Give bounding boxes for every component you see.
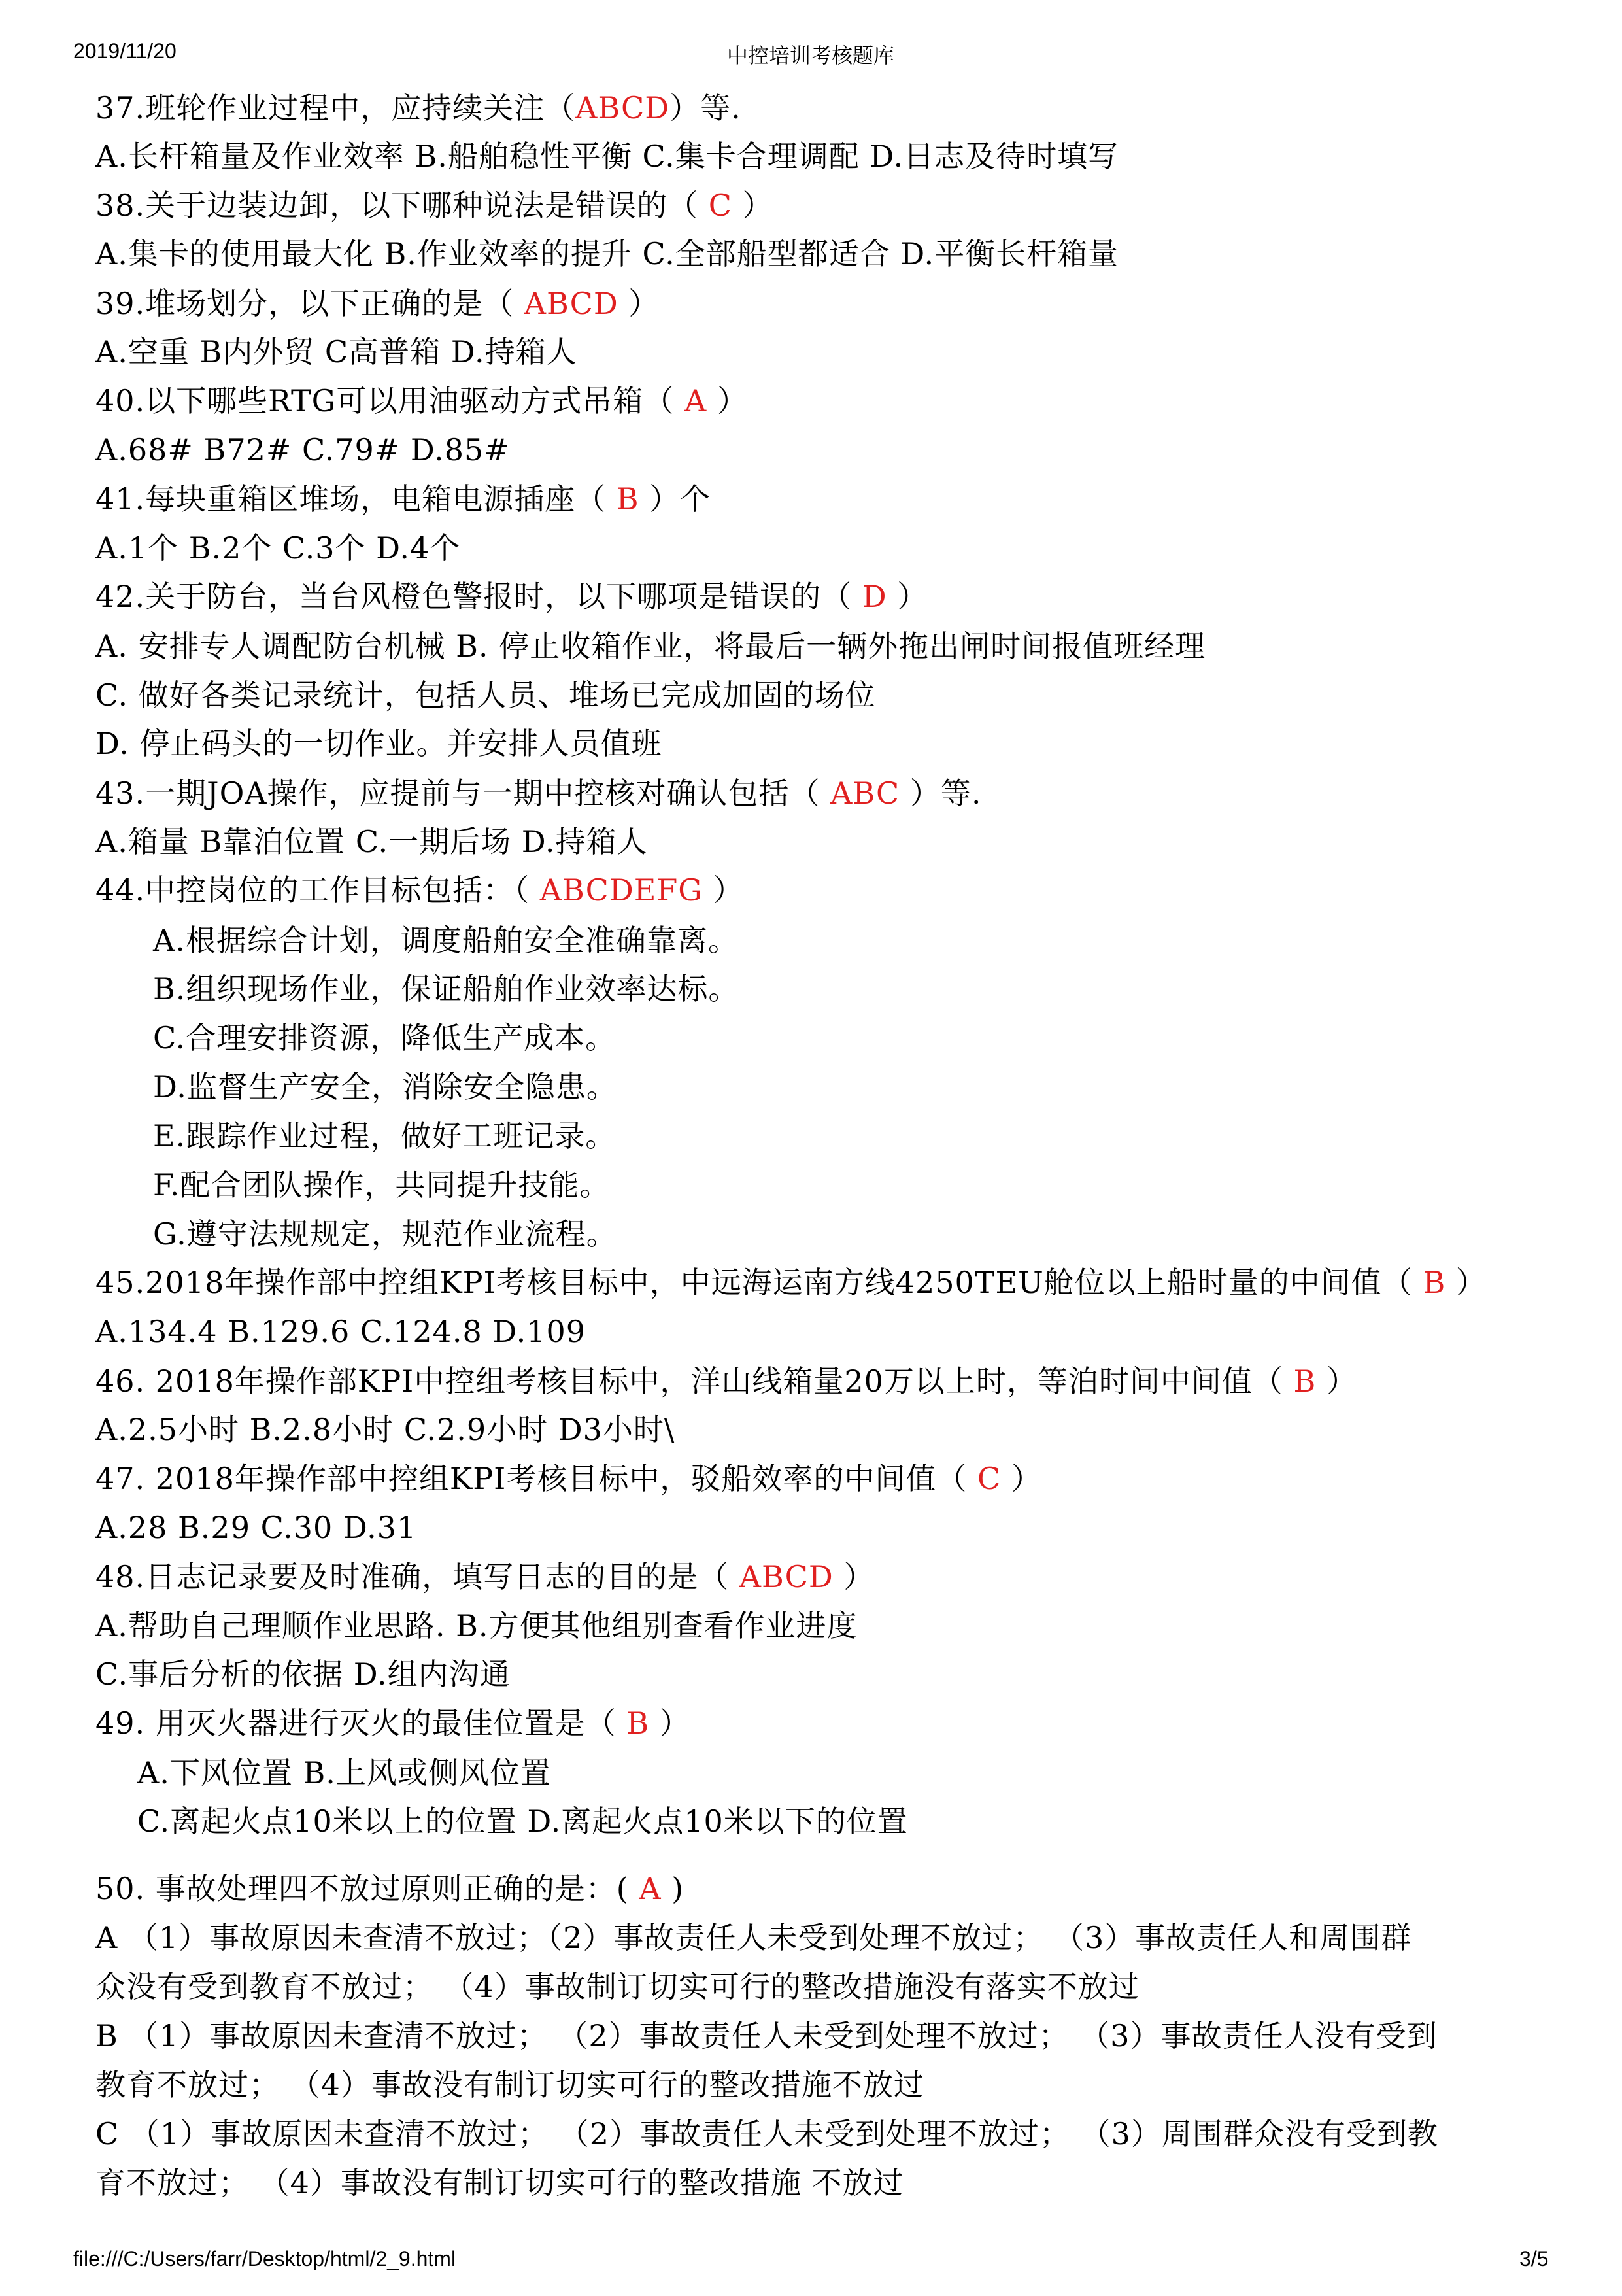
text-line (95, 334, 577, 370)
text-line (95, 1313, 586, 1350)
line-text: 48.日志记录要及时准确，填写日志的目的是（ (95, 1559, 739, 1594)
line-text: A.空重 B内外贸 C高普箱 D.持箱人 (95, 334, 577, 369)
line-text: C.离起火点10米以上的位置 D.离起火点10米以下的位置 (137, 1804, 908, 1839)
line-text-suffix: ） (1445, 1265, 1487, 1300)
text-line (95, 138, 1119, 175)
line-text: D. 停止码头的一切作业。并安排人员值班 (95, 726, 662, 761)
footer-page-number: 3/5 (1519, 2247, 1549, 2270)
answer-key: B (626, 1705, 650, 1741)
header-title: 中控培训考核题库 (726, 43, 895, 68)
text-line (95, 2066, 924, 2103)
line-text: 45.2018年操作部中控组KPI考核目标中，中远海运南方线4250TEU舱位以上船时量的中间值（ (95, 1265, 1423, 1300)
text-line (95, 1968, 1140, 2005)
text-line (95, 530, 460, 566)
text-line (95, 725, 662, 762)
text-line (95, 1411, 675, 1448)
line-text: 38.关于边装边卸，以下哪种说法是错误的（ (95, 188, 709, 223)
answer-key: ABCD (524, 286, 618, 321)
line-text: E.跟踪作业过程，做好工班记录。 (153, 1118, 617, 1154)
line-text-suffix: ） (707, 383, 748, 419)
line-text: A.帮助自己理顺作业思路. B.方便其他组别查看作业进度 (95, 1608, 858, 1643)
line-text: 41.每块重箱区堆场，电箱电源插座（ (95, 481, 617, 517)
answer-key: B (1423, 1265, 1446, 1300)
line-text: A.箱量 B靠泊位置 C.一期后场 D.持箱人 (95, 824, 648, 859)
text-line (153, 1118, 616, 1154)
answer-key: ABCDEFG (539, 872, 703, 908)
line-text-suffix: ） (618, 286, 660, 321)
answer-key: C (708, 188, 732, 223)
line-text: 49. 用灭火器进行灭火的最佳位置是（ (95, 1705, 627, 1741)
line-text: A.2.5小时 B.2.8小时 C.2.9小时 D3小时\ (95, 1412, 675, 1447)
text-line (95, 285, 659, 322)
text-line (137, 1755, 551, 1791)
line-text: A.根据综合计划，调度船舶安全准确靠离。 (153, 923, 739, 958)
line-text: C.事后分析的依据 D.组内沟通 (95, 1656, 511, 1692)
line-text-suffix: ） (833, 1559, 875, 1594)
line-text: A. 安排专人调配防台机械 B. 停止收箱作业，将最后一辆外拖出闸时间报值班经理 (95, 628, 1206, 664)
line-text: C.合理安排资源，降低生产成本。 (153, 1020, 617, 1055)
line-text-suffix: ）等. (669, 90, 741, 126)
line-text: A （1）事故原因未查清不放过；（2）事故责任人未受到处理不放过； （3）事故责任人和周围群 (95, 1920, 1412, 1955)
line-text: 40.以下哪些RTG可以用油驱动方式吊箱（ (95, 383, 685, 419)
text-line (153, 1216, 617, 1252)
line-text-suffix: ） (732, 188, 773, 223)
line-text: F.配合团队操作，共同提升技能。 (153, 1167, 611, 1203)
text-line (95, 90, 741, 126)
text-line (95, 872, 744, 908)
text-line (95, 1656, 511, 1692)
text-line (95, 1363, 1357, 1399)
text-line (95, 1919, 1411, 1956)
line-text: 43.一期JOA操作，应提前与一期中控核对确认包括（ (95, 776, 831, 811)
text-line (95, 628, 1206, 664)
text-line (95, 2116, 1438, 2152)
text-line (95, 1264, 1487, 1301)
text-line (95, 677, 876, 713)
line-text-suffix: ） (887, 579, 928, 614)
line-text: A.134.4 B.129.6 C.124.8 D.109 (95, 1314, 586, 1349)
line-text: 37.班轮作业过程中，应持续关注（ (95, 90, 576, 126)
line-text: 39.堆场划分，以下正确的是（ (95, 286, 524, 321)
line-text: 众没有受到教育不放过； （4）事故制订切实可行的整改措施没有落实不放过 (95, 1969, 1140, 2004)
answer-key: ABC (830, 776, 900, 811)
text-line (95, 1607, 858, 1644)
header-date: 2019/11/20 (73, 39, 177, 63)
text-line (95, 432, 510, 468)
answer-key: ABCD (739, 1559, 834, 1594)
text-line (95, 481, 711, 517)
text-line (95, 2165, 904, 2201)
footer-path: file:///C:/Users/farr/Desktop/html/2_9.html (73, 2247, 456, 2270)
line-text: G.遵守法规规定，规范作业流程。 (153, 1216, 617, 1252)
line-text-suffix: ） (1001, 1461, 1042, 1496)
text-line (95, 1558, 874, 1595)
text-line (95, 823, 648, 860)
line-text-suffix: ) (661, 1871, 684, 1906)
line-text: A.68# B72# C.79# D.85# (95, 432, 510, 468)
line-text-suffix: ） (1316, 1363, 1357, 1399)
line-text: D.监督生产安全，消除安全隐患。 (153, 1069, 617, 1105)
line-text: 50. 事故处理四不放过原则正确的是：( (95, 1871, 639, 1906)
text-line (95, 235, 1119, 272)
answer-key: ABCD (575, 90, 670, 126)
line-text-suffix: ） (649, 1705, 690, 1741)
line-text: 47. 2018年操作部中控组KPI考核目标中，驳船效率的中间值（ (95, 1461, 977, 1496)
text-line (95, 1705, 690, 1741)
line-text: B （1）事故原因未查清不放过； （2）事故责任人未受到处理不放过； （3）事故责任人没有受到 (95, 2018, 1438, 2053)
text-line (95, 1870, 684, 1907)
answer-key: A (639, 1871, 662, 1906)
text-line (137, 1803, 908, 1840)
line-text-suffix: ）等. (900, 776, 982, 811)
text-line (95, 383, 748, 419)
line-text: A.28 B.29 C.30 D.31 (95, 1510, 417, 1545)
text-line (95, 2017, 1437, 2054)
text-line (153, 922, 739, 959)
line-text: B.组织现场作业，保证船舶作业效率达标。 (153, 971, 739, 1006)
line-text: 育不放过； （4）事故没有制订切实可行的整改措施 不放过 (95, 2165, 904, 2201)
answer-key: D (862, 579, 887, 614)
line-text-suffix: ）个 (639, 481, 711, 517)
line-text: A.1个 B.2个 C.3个 D.4个 (95, 530, 461, 566)
line-text: 42.关于防台，当台风橙色警报时，以下哪项是错误的（ (95, 579, 862, 614)
line-text: C. 做好各类记录统计，包括人员、堆场已完成加固的场位 (95, 677, 876, 713)
text-line (95, 578, 928, 615)
answer-key: C (977, 1461, 1002, 1496)
text-line (95, 187, 773, 224)
answer-key: B (616, 481, 639, 517)
line-text: C （1）事故原因未查清不放过； （2）事故责任人未受到处理不放过； （3）周围群众没有受到教 (95, 2116, 1438, 2151)
line-text: 46. 2018年操作部KPI中控组考核目标中，洋山线箱量20万以上时，等泊时间中间值（ (95, 1363, 1294, 1399)
answer-key: A (684, 383, 707, 419)
answer-key: B (1293, 1363, 1317, 1399)
text-line (153, 1069, 617, 1105)
line-text: A.长杆箱量及作业效率 B.船舶稳性平衡 C.集卡合理调配 D.日志及待时填写 (95, 139, 1119, 174)
text-line (153, 970, 739, 1007)
line-text: A.下风位置 B.上风或侧风位置 (137, 1755, 551, 1791)
line-text-suffix: ） (702, 872, 744, 908)
text-line (153, 1167, 610, 1203)
text-line (153, 1019, 616, 1056)
text-line (95, 775, 981, 812)
line-text: 44.中控岗位的工作目标包括：（ (95, 872, 540, 908)
text-line (95, 1509, 416, 1546)
text-line (95, 1460, 1042, 1497)
line-text: 教育不放过； （4）事故没有制订切实可行的整改措施不放过 (95, 2067, 924, 2102)
line-text: A.集卡的使用最大化 B.作业效率的提升 C.全部船型都适合 D.平衡长杆箱量 (95, 236, 1119, 271)
